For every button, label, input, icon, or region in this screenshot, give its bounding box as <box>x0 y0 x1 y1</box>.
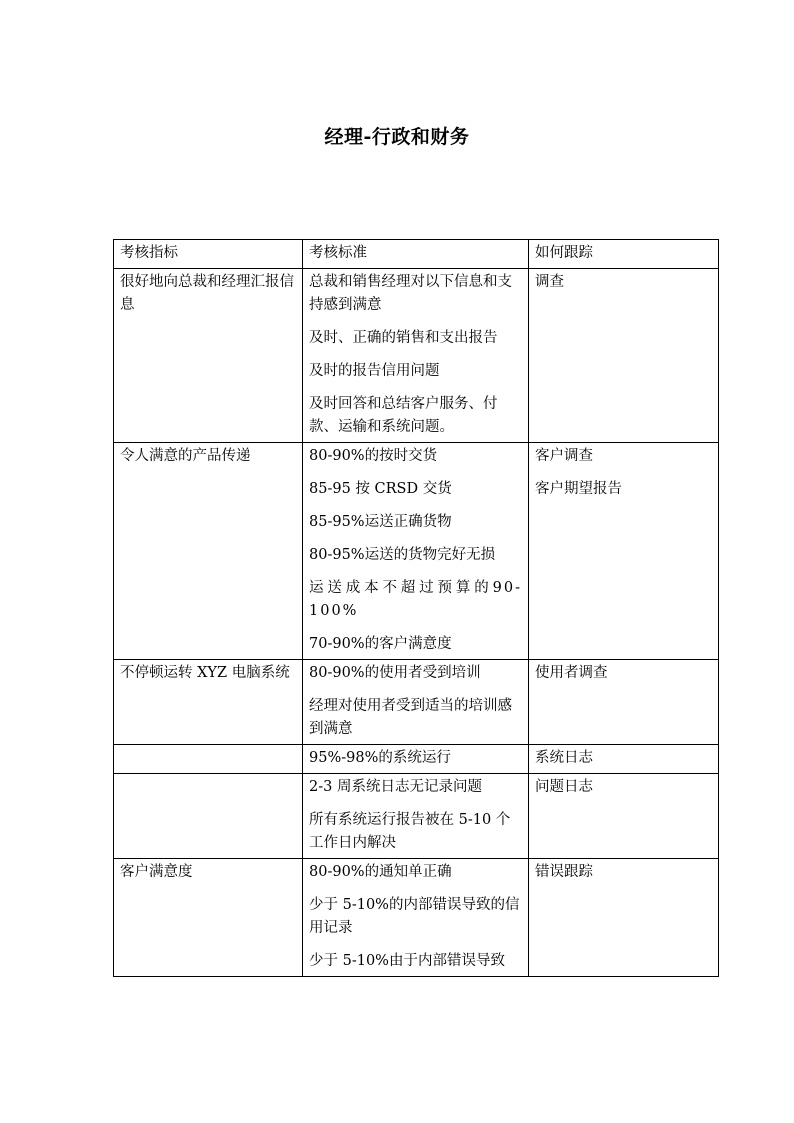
standards-cell <box>303 443 529 660</box>
header-tracking: 如何跟踪 <box>529 240 719 269</box>
tracking-cell <box>529 660 719 745</box>
tracking-cell <box>529 774 719 859</box>
table-row <box>114 774 719 859</box>
tracking-cell <box>529 443 719 660</box>
tracking-cell <box>529 745 719 774</box>
tracking-item: 错误跟踪 <box>535 864 593 880</box>
standard-item: 80-90%的通知单正确 <box>309 864 452 880</box>
indicator-cell <box>114 745 303 774</box>
standard-item: 及时、正确的销售和支出报告 <box>309 330 498 346</box>
standard-item: 85-95 按 CRSD 交货 <box>309 481 452 497</box>
header-standard: 考核标准 <box>303 240 529 269</box>
tracking-item: 客户调查 <box>535 448 593 464</box>
standards-cell <box>303 660 529 745</box>
standard-item: 少于 5-10%由于内部错误导致 <box>309 953 505 969</box>
indicator-cell: 很好地向总裁和经理汇报信息 <box>114 269 303 443</box>
page-title: 经理-行政和财务 <box>324 126 470 148</box>
table-row <box>114 269 719 443</box>
indicator-cell <box>114 774 303 859</box>
tracking-item: 客户期望报告 <box>535 481 622 497</box>
standard-item: 2-3 周系统日志无记录问题 <box>309 779 482 795</box>
header-indicator: 考核指标 <box>114 240 303 269</box>
standard-item: 及时回答和总结客户服务、付款、运输和系统问题。 <box>309 396 498 435</box>
standards-cell <box>303 859 529 977</box>
indicator-cell: 客户满意度 <box>114 859 303 977</box>
tracking-item: 调查 <box>535 274 564 290</box>
indicator-cell: 令人满意的产品传递 <box>114 443 303 660</box>
standard-item: 运送成本不超过预算的90-100% <box>309 580 522 619</box>
standard-item: 70-90%的客户满意度 <box>309 636 452 652</box>
kpi-table <box>113 239 719 977</box>
standard-item: 80-95%运送的货物完好无损 <box>309 547 496 563</box>
table-row <box>114 660 719 745</box>
standards-cell <box>303 269 529 443</box>
table-row <box>114 745 719 774</box>
table-row <box>114 443 719 660</box>
standard-item: 95%-98%的系统运行 <box>309 750 451 766</box>
tracking-item: 问题日志 <box>535 779 593 795</box>
tracking-item: 使用者调查 <box>535 665 608 681</box>
standard-item: 总裁和销售经理对以下信息和支持感到满意 <box>309 274 512 313</box>
tracking-item: 系统日志 <box>535 750 593 766</box>
standard-item: 85-95%运送正确货物 <box>309 514 452 530</box>
standard-item: 少于 5-10%的内部错误导致的信用记录 <box>309 897 520 936</box>
tracking-cell <box>529 859 719 977</box>
standard-item: 经理对使用者受到适当的培训感到满意 <box>309 698 512 737</box>
table-row <box>114 859 719 977</box>
standards-cell <box>303 745 529 774</box>
table-header-row <box>114 240 719 269</box>
tracking-cell <box>529 269 719 443</box>
standard-item: 80-90%的按时交货 <box>309 448 438 464</box>
standards-cell <box>303 774 529 859</box>
indicator-cell: 不停顿运转 XYZ 电脑系统 <box>114 660 303 745</box>
standard-item: 及时的报告信用问题 <box>309 363 440 379</box>
standard-item: 80-90%的使用者受到培训 <box>309 665 481 681</box>
standard-item: 所有系统运行报告被在 5-10 个工作日内解决 <box>309 812 511 851</box>
